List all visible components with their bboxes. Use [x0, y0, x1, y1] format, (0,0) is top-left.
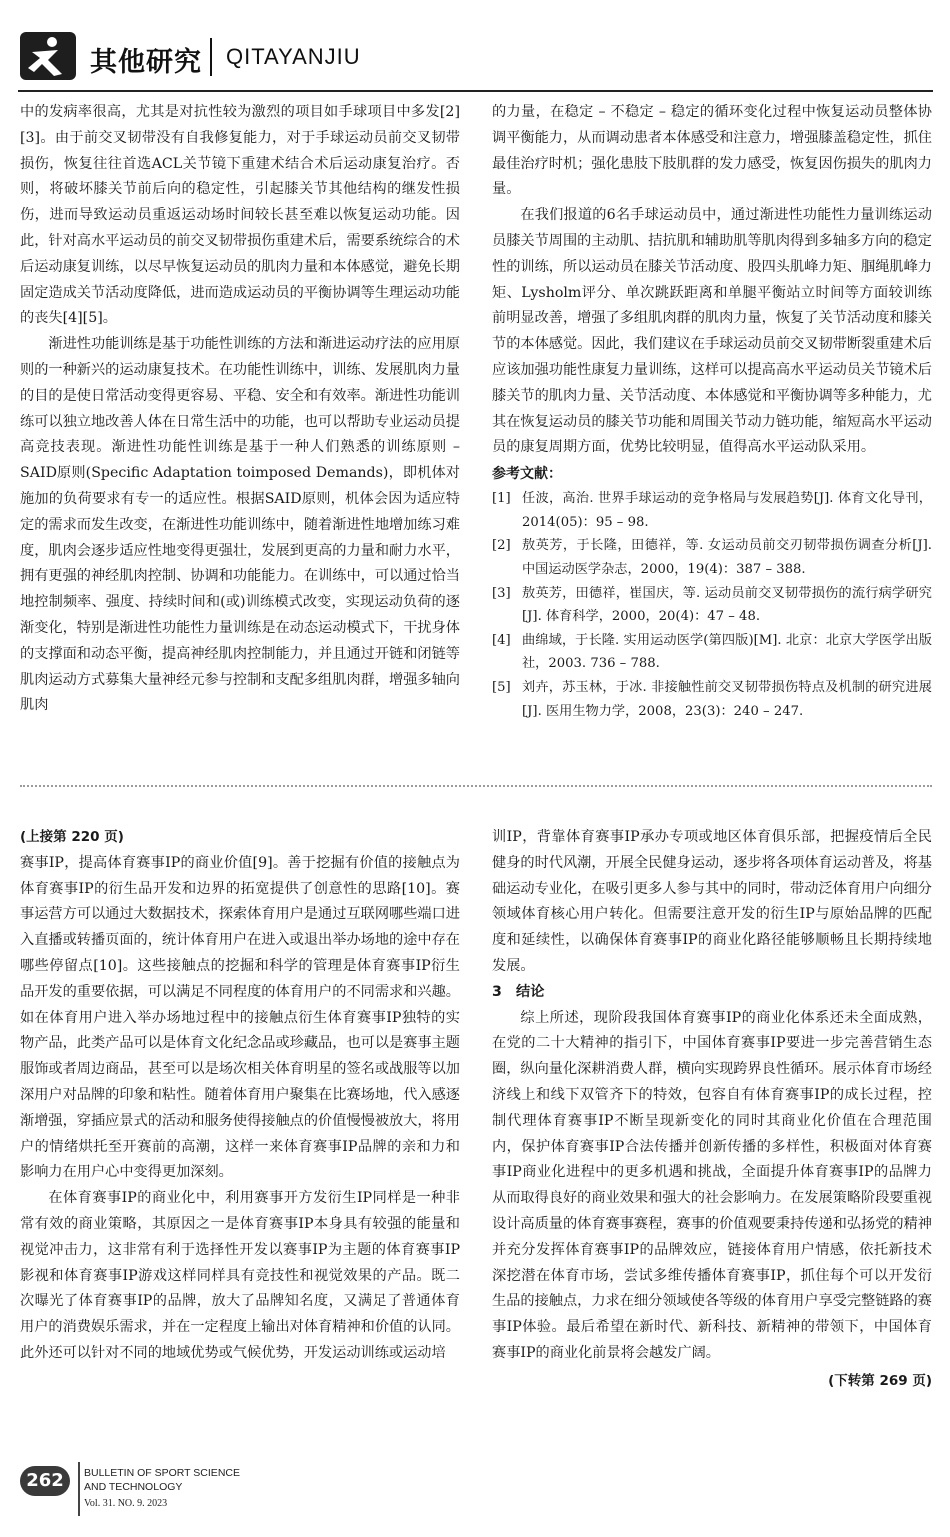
references-heading: 参考文献： — [492, 466, 562, 483]
page-footer — [20, 1462, 320, 1522]
reference-number: [3] — [492, 585, 511, 601]
article-column-bottom-left — [20, 825, 460, 1367]
journal-name-line: AND TECHNOLOGY — [84, 1481, 183, 1493]
header-divider — [210, 38, 212, 76]
reference-text: 刘卉，苏玉林，于冰. 非接触性前交叉韧带损伤特点及机制的研究进展[J]. 医用生物力学，2008，23(3)：240 – 247. — [522, 679, 932, 719]
paragraph: 的力量，在稳定 – 不稳定 – 稳定的循环变化过程中恢复运动员整体协调平衡能力，从而调动患者本体感受和注意力，增强膝盖稳定性，抓住最佳治疗时机；强化患肢下肢肌群的发力感受，恢复因伤损失的肌肉力量。 — [492, 104, 932, 198]
article-column-top-left — [20, 100, 460, 719]
reference-item — [492, 534, 932, 581]
reference-text: 敖英芳，于长隆，田德祥，等. 女运动员前交刃韧带损伤调查分析[J]. 中国运动医学杂志，2000，19(4)：387 – 388. — [522, 538, 932, 577]
reference-item — [492, 676, 932, 723]
paragraph: 综上所述，现阶段我国体育赛事IP的商业化体系还未全面成熟，在党的二十大精神的指引下，中国体育赛事IP要进一步完善营销生态圈，纵向量化深耕消费人群，横向实现跨界良性循环。展示体育市场经济线上和线下双管齐下的特效，包容自有体育赛事IP的成长过程，控制代理体育赛事IP不断呈现新变化的同时其商业化价值在合理范围内，保护体育赛事IP合法传播并创新传播的多样性，积极面对体育赛事IP商业化进程中的更多机遇和挑战，全面提升体育赛事IP的品牌力从而取得良好的商业效果和强大的社会影响力。在发展策略阶段要重视设计高质量的体育赛事赛程，赛事的价值观要秉持传递和弘扬党的精神并充分发挥体育赛事IP的品牌效应，链接体育用户情感，依托新技术深挖潜在体育市场，尝试多维传播体育赛事IP，抓住每个可以开发衍生品的接触点，力求在细分领域使各等级的体育用户享受完整链路的赛事IP体验。最后希望在新时代、新科技、新精神的带领下，中国体育赛事IP的商业化前景将会越发广阔。 — [492, 1009, 932, 1361]
section-heading: 3 结论 — [492, 983, 545, 1000]
reference-item — [492, 629, 932, 676]
article-column-bottom-right — [492, 825, 932, 1395]
section-title-cn: 其他研究 — [90, 47, 202, 78]
paragraph: 赛事IP，提高体育赛事IP的商业价值[9]。善于挖掘有价值的接触点为体育赛事IP的衍生品开发和边界的拓宽提供了创意性的思路[10]。赛事运营方可以通过大数据技术，探索体育用户是通过互联网哪些端口进入直播或转播页面的，统计体育用户在进入或退出举办场地的途中存在哪些停留点[10]。这些接触点的挖掘和科学的管理是体育赛事IP衍生品开发的重要依据，可以满足不同程度的体育用户的不同需求和兴趣。如在体育用户进入举办场地过程中的接触点衍生体育赛事IP独特的实物产品，此类产品可以是体育文化纪念品或珍藏品，也可以是赛事主题服饰或者周边商品，甚至可以是场次相关体育明星的签名或战服等以加深用户对品牌的印象和粘性。随着体育用户聚集在比赛场地，代入感逐渐增强，穿插应景式的活动和服务使得接触点的价值慢慢被放大，将用户的情绪烘托至开赛前的高潮，这样一来体育赛事IP品牌的亲和力和影响力在用户心中变得更加深刻。 — [20, 854, 460, 1181]
reference-item — [492, 487, 932, 534]
continued-from-note: (上接第 220 页) — [20, 829, 124, 845]
reference-number: [5] — [492, 679, 511, 695]
reference-text: 曲绵域，于长隆. 实用运动医学(第四版)[M]. 北京：北京大学医学出版社，2003. 736 – 788. — [522, 632, 932, 672]
footer-divider — [78, 1462, 80, 1516]
article-column-top-right — [492, 100, 932, 723]
volume-info: Vol. 31. NO. 9. 2023 — [84, 1498, 168, 1509]
page-header — [18, 30, 933, 86]
section-title-en: QITAYANJIU — [226, 44, 361, 69]
reference-number: [2] — [492, 538, 511, 554]
article-divider — [20, 785, 932, 787]
journal-name-line: BULLETIN OF SPORT SCIENCE — [84, 1467, 240, 1479]
header-rule — [18, 90, 933, 92]
journal-name — [84, 1466, 240, 1494]
paragraph: 在我们报道的6名手球运动员中，通过渐进性功能性力量训练运动员膝关节周围的主动肌、拮抗肌和辅助肌等肌肉得到多轴多方向的稳定性的训练，所以运动员在膝关节活动度、股四头肌峰力矩、腘绳肌峰力矩、Lysholm评分、单次跳跃距离和单腿平衡站立时间等方面较训练前明显改善，增强了多组肌肉群的肌肉力量，恢复了关节活动度和膝关节的本体感觉。因此，我们建议在手球运动员前交叉韧带断裂重建术后应该加强功能性康复力量训练，这样可以提高高水平运动员关节镜术后膝关节的肌肉力量、关节活动度、本体感觉和平衡协调等多种能力，尤其在恢复运动员的膝关节功能和周围关节动力链功能，缩短高水平运动员的康复周期方面，优势比较明显，值得高水平运动队采用。 — [492, 207, 932, 456]
reference-list — [492, 487, 932, 723]
page-number: 262 — [20, 1466, 70, 1496]
reference-text: 任波，高治. 世界手球运动的竞争格局与发展趋势[J]. 体育文化导刊，2014(05)：95 – 98. — [522, 491, 932, 530]
reference-text: 敖英芳，田德祥，崔国庆，等. 运动员前交叉韧带损伤的流行病学研究[J]. 体育科学，2000，20(4)：47 – 48. — [522, 585, 932, 625]
paragraph: 渐进性功能训练是基于功能性训练的方法和渐进运动疗法的应用原则的一种新兴的运动康复技术。在功能性训练中，训练、发展肌肉力量的目的是使日常活动变得更容易、平稳、安全和有效率。渐进性功能训练可以独立地改善人体在日常生活中的功能，也可以帮助专业运动员提高竞技表现。渐进性功能性训练是基于一种人们熟悉的训练原则 – SAID原则(Specific Adaptation toimposed Demands)，即机体对施加的负荷要求有专一的适应性。根据SAID原则，机体会因为适应特定的需求而发生改变，在渐进性功能训练中，随着渐进性地增加练习难度，肌肉会逐步适应性地变得更强壮，发展到更高的力量和耐力水平，拥有更强的神经肌肉控制、协调和功能能力。在训练中，可以通过恰当地控制频率、强度、持续时间和(或)训练模式改变，实现运动负荷的逐渐变化，特别是渐进性功能性力量训练是在动态运动模式下，干扰身体的支撑面和动态平衡，提高神经肌肉控制能力，并且通过开链和闭链等肌肉运动方式募集大量神经元参与控制和支配多组肌肉群，增强多轴向肌肉 — [20, 336, 460, 714]
paragraph: 中的发病率很高，尤其是对抗性较为激烈的项目如手球项目中多发[2][3]。由于前交叉韧带没有自我修复能力，对于手球运动员前交叉韧带损伤，恢复往往首选ACL关节镜下重建术结合术后运动康复治疗。否则，将破坏膝关节前后向的稳定性，引起膝关节其他结构的继发性损伤，进而导致运动员重返运动场时间较长甚至难以恢复运动功能。因此，针对高水平运动员的前交叉韧带损伤重建术后，需要系统综合的术后运动康复训练，以尽早恢复运动员的肌肉力量和本体感觉，避免长期固定造成关节活动度降低，进而造成运动员的平衡协调等生理运动功能的丧失[4][5]。 — [20, 104, 460, 327]
reference-item — [492, 582, 932, 629]
reference-number: [1] — [492, 491, 511, 507]
reference-number: [4] — [492, 632, 511, 648]
continued-on-note: (下转第 269 页) — [828, 1372, 932, 1389]
paragraph: 在体育赛事IP的商业化中，利用赛事开方发衍生IP同样是一种非常有效的商业策略，其原因之一是体育赛事IP本身具有较强的能量和视觉冲击力，这非常有利于选择性开发以赛事IP为主题的体育赛事IP影视和体育赛事IP游戏这样同样具有竞技性和视觉效果的产品。既二次曝光了体育赛事IP的品牌，放大了品牌知名度，又满足了普通体育用户的消费娱乐需求，并在一定程度上输出对体育精神和价值的认同。此外还可以针对不同的地域优势或气候优势，开发运动训练或运动培 — [20, 1190, 460, 1361]
paragraph: 训IP，背靠体育赛事IP承办专项或地区体育俱乐部，把握疫情后全民健身的时代风潮，开展全民健身运动，逐步将各项体育运动普及，将基础运动专业化，在吸引更多人参与其中的同时，带动泛体育用户向细分领域体育核心用户转化。但需要注意开发的衍生IP与原始品牌的匹配度和延续性，以确保体育赛事IP的商业化路径能够顺畅且长期持续地发展。 — [492, 829, 932, 974]
running-figure-logo-icon — [18, 30, 78, 82]
